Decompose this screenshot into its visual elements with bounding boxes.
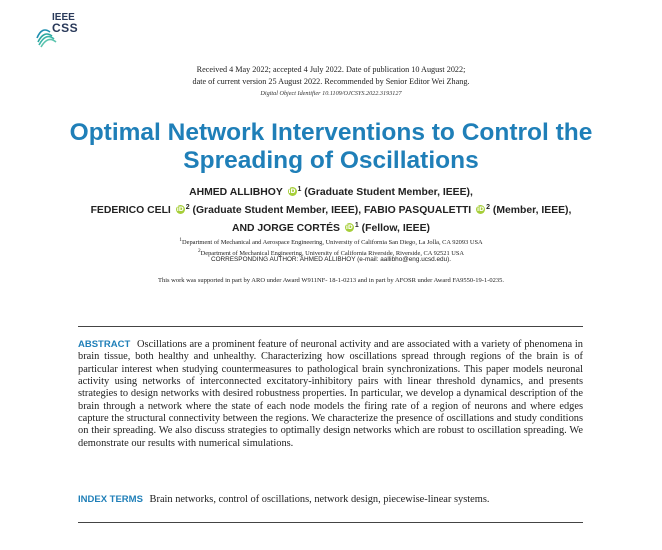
author-line-3	[30, 218, 632, 236]
author-role: (Fellow, IEEE)	[361, 223, 430, 234]
abstract-text: Oscillations are a prominent feature of neuronal activity and are associated with a variety of phenomena in brain tissue, both healthy and unhealthy. Characterizing how oscillations spread through regions of the brain is of particular interest when studying countermeasures to pathological brain synchronizations. This paper models neuronal activity using networks of interconnected excitatory-inhibitory pairs with linear threshold dynamics, and presents strategies to design networks with desired robustness properties. In particular, we develop a dynamical description of the brain through a network where the state of each node models the firing rate of a region of neurons and where edges capture the structural connectivity between the regions. We characterize the presence of oscillations and study conditions on their spreading. We also discuss strategies to optimally design networks which are robust to oscillation spreading. We demonstrate our results with numerical simulations.	[78, 339, 583, 449]
author-role: (Graduate Student Member, IEEE),	[192, 205, 364, 216]
doi-line	[0, 90, 662, 97]
author-role: (Graduate Student Member, IEEE),	[304, 187, 473, 198]
author-name: FABIO PASQUALETTI	[364, 205, 472, 216]
affiliation-ref: 1	[297, 186, 302, 193]
orcid-icon[interactable]: iD	[345, 224, 353, 231]
abstract-label: ABSTRACT	[78, 339, 131, 350]
funding-note: This work was supported in part by ARO under Award W911NF- 18-1-0213 and in part by AFOSR under Award FA9550-19-1-0235.	[157, 277, 505, 284]
received-dates	[0, 64, 662, 88]
author-list	[30, 182, 632, 236]
received-line-1: Received 4 May 2022; accepted 4 July 2022. Date of publication 10 August 2022;	[196, 65, 466, 74]
author-name: AND JORGE CORTÉS	[232, 223, 340, 234]
affiliation-1	[0, 236, 662, 247]
orcid-icon[interactable]: iD	[288, 188, 296, 195]
orcid-icon[interactable]: iD	[176, 206, 184, 213]
doi-value: 10.1109/OJCSYS.2022.3193127	[322, 90, 402, 97]
affiliation-ref: 2	[486, 204, 490, 211]
orcid-icon[interactable]: iD	[477, 206, 485, 213]
author-line-1	[30, 182, 632, 200]
doi-label: Digital Object Identifier	[260, 90, 321, 97]
affiliation-2-number: 2	[197, 248, 201, 255]
author-line-2	[30, 200, 632, 218]
index-terms	[78, 494, 583, 505]
affiliations	[0, 236, 662, 258]
top-divider	[78, 326, 583, 327]
author-role: (Member, IEEE),	[492, 205, 572, 216]
received-line-2: date of current version 25 August 2022. Recommended by Senior Editor Wei Zhang.	[192, 77, 470, 86]
abstract	[78, 339, 583, 450]
corresponding-author: CORRESPONDING AUTHOR: AHMED ALLIBHOY (e-mail: aallibho@eng.ucsd.edu).	[210, 256, 452, 263]
index-terms-text: Brain networks, control of oscillations, network design, piecewise-linear systems.	[149, 494, 490, 505]
affiliation-1-number: 1	[179, 237, 183, 243]
affiliation-ref: 2	[185, 204, 190, 211]
bottom-divider	[78, 522, 583, 523]
author-name: AHMED ALLIBHOY	[189, 187, 283, 198]
affiliation-1-text: Department of Mechanical and Aerospace Engineering, University of California San Diego, La Jolla, CA 92093 USA	[182, 239, 483, 247]
title-line-1: Optimal Network Interventions to Control the	[69, 119, 593, 146]
index-terms-label: INDEX TERMS	[78, 494, 143, 505]
logo-line-1: IEEE	[52, 12, 75, 23]
affiliation-ref: 1	[354, 222, 359, 229]
title-line-2: Spreading of Oscillations	[183, 147, 479, 174]
paper-title	[30, 119, 632, 175]
author-name: FEDERICO CELI	[90, 205, 171, 216]
journal-logo-text	[52, 12, 78, 34]
logo-line-2: CSS	[52, 21, 79, 35]
affiliation-2-text: Department of Mechanical Engineering, University of California Riverside, Riverside, CA 92521 USA	[200, 250, 465, 258]
